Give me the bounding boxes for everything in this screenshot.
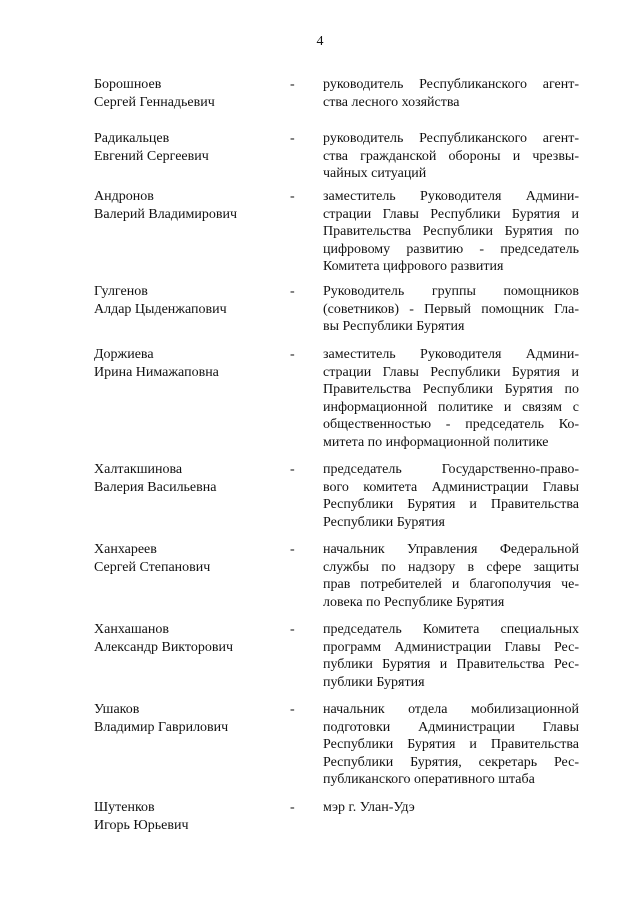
position-text (323, 799, 579, 817)
position-line: заместитель Руководителя Админи- (323, 347, 579, 362)
position-line: Республики Бурятия (323, 514, 445, 530)
position-text (323, 76, 579, 111)
person-name (94, 461, 284, 496)
position-line: председатель Комитета специальных (323, 622, 579, 637)
list-item (0, 346, 640, 461)
given-name: Сергей Степанович (94, 559, 211, 575)
position-line: начальник отдела мобилизационной (323, 702, 579, 717)
position-line: ства гражданской обороны и чрезвы- (323, 148, 579, 164)
position-line: программ Администрации Главы Рес- (323, 639, 579, 655)
position-line: председатель Государственно-право- (323, 462, 579, 477)
entries-list (0, 76, 640, 839)
position-line: вы Республики Бурятия (323, 319, 465, 335)
position-line: руководитель Республиканского агент- (323, 77, 579, 92)
separator-dash: - (290, 622, 295, 637)
list-item (0, 76, 640, 130)
position-line: Республики Бурятия и Правительства (323, 497, 579, 513)
separator-dash: - (290, 702, 295, 717)
given-name: Сергей Геннадьевич (94, 94, 215, 110)
separator-dash: - (290, 131, 295, 146)
position-line: Республики Бурятия, секретарь Рес- (323, 754, 579, 770)
list-item (0, 621, 640, 701)
given-name: Валерий Владимирович (94, 206, 238, 222)
surname: Ханхареев (94, 542, 157, 557)
person-name (94, 799, 284, 834)
position-line: публики Бурятия (323, 674, 425, 690)
person-name (94, 76, 284, 111)
position-line: руководитель Республиканского агент- (323, 131, 579, 146)
position-line: заместитель Руководителя Админи- (323, 189, 579, 204)
position-line: службы по надзору в сфере защиты (323, 559, 579, 575)
position-line: Правительства Республики Бурятия по (323, 224, 579, 240)
surname: Шутенков (94, 800, 155, 815)
list-item (0, 188, 640, 283)
person-name (94, 541, 284, 576)
separator-dash: - (290, 347, 295, 362)
position-text (323, 130, 579, 183)
separator-dash: - (290, 800, 295, 815)
separator-dash: - (290, 284, 295, 299)
position-line: (советников) - Первый помощник Гла- (323, 301, 579, 317)
position-line: публиканского оперативного штаба (323, 772, 535, 788)
given-name: Игорь Юрьевич (94, 817, 189, 833)
surname: Гулгенов (94, 284, 148, 299)
position-line: Комитета цифрового развития (323, 259, 504, 275)
position-line: прав потребителей и благополучия че- (323, 577, 579, 593)
given-name: Александр Викторович (94, 639, 234, 655)
page-number: 4 (316, 34, 324, 49)
given-name: Ирина Нимажаповна (94, 364, 219, 380)
separator-dash: - (290, 542, 295, 557)
surname: Ханхашанов (94, 622, 169, 637)
separator-dash: - (290, 189, 295, 204)
position-line: Республики Бурятия и Правительства (323, 737, 579, 753)
list-item (0, 799, 640, 839)
position-text (323, 701, 579, 789)
list-item (0, 461, 640, 541)
person-name (94, 346, 284, 381)
position-line: ства лесного хозяйства (323, 94, 460, 110)
position-text (323, 621, 579, 691)
position-line: митета по информационной политике (323, 434, 549, 450)
position-line: начальник Управления Федеральной (323, 542, 579, 557)
position-text (323, 346, 579, 452)
separator-dash: - (290, 462, 295, 477)
list-item (0, 701, 640, 799)
position-line: мэр г. Улан-Удэ (323, 800, 415, 815)
position-line: страции Главы Республики Бурятия и (323, 364, 579, 380)
person-name (94, 701, 284, 736)
position-line: страции Главы Республики Бурятия и (323, 206, 579, 222)
position-line: общественностью - председатель Ко- (323, 417, 579, 433)
list-item (0, 283, 640, 346)
list-item (0, 541, 640, 621)
person-name (94, 621, 284, 656)
position-line: чайных ситуаций (323, 166, 427, 182)
position-line: Правительства Республики Бурятия по (323, 382, 579, 398)
position-line: информационной политике и связям с (323, 399, 579, 415)
position-line: вого комитета Администрации Главы (323, 479, 579, 495)
position-text (323, 283, 579, 336)
person-name (94, 283, 284, 318)
position-line: Руководитель группы помощников (323, 284, 579, 299)
given-name: Евгений Сергеевич (94, 148, 209, 164)
list-item (0, 130, 640, 188)
given-name: Алдар Цыденжапович (94, 301, 227, 317)
surname: Ушаков (94, 702, 140, 717)
given-name: Владимир Гаврилович (94, 719, 229, 735)
position-line: цифровому развитию - председатель (323, 241, 579, 257)
separator-dash: - (290, 77, 295, 92)
surname: Халтакшинова (94, 462, 183, 477)
person-name (94, 188, 284, 223)
surname: Борошноев (94, 77, 162, 92)
person-name (94, 130, 284, 165)
position-text (323, 188, 579, 276)
given-name: Валерия Васильевна (94, 479, 217, 495)
surname: Андронов (94, 189, 154, 204)
position-line: ловека по Республике Бурятия (323, 594, 505, 610)
surname: Радикальцев (94, 131, 170, 146)
surname: Доржиева (94, 347, 154, 362)
position-text (323, 461, 579, 531)
position-line: публики Бурятия и Правительства Рес- (323, 657, 579, 673)
position-text (323, 541, 579, 611)
position-line: подготовки Администрации Главы (323, 719, 579, 735)
